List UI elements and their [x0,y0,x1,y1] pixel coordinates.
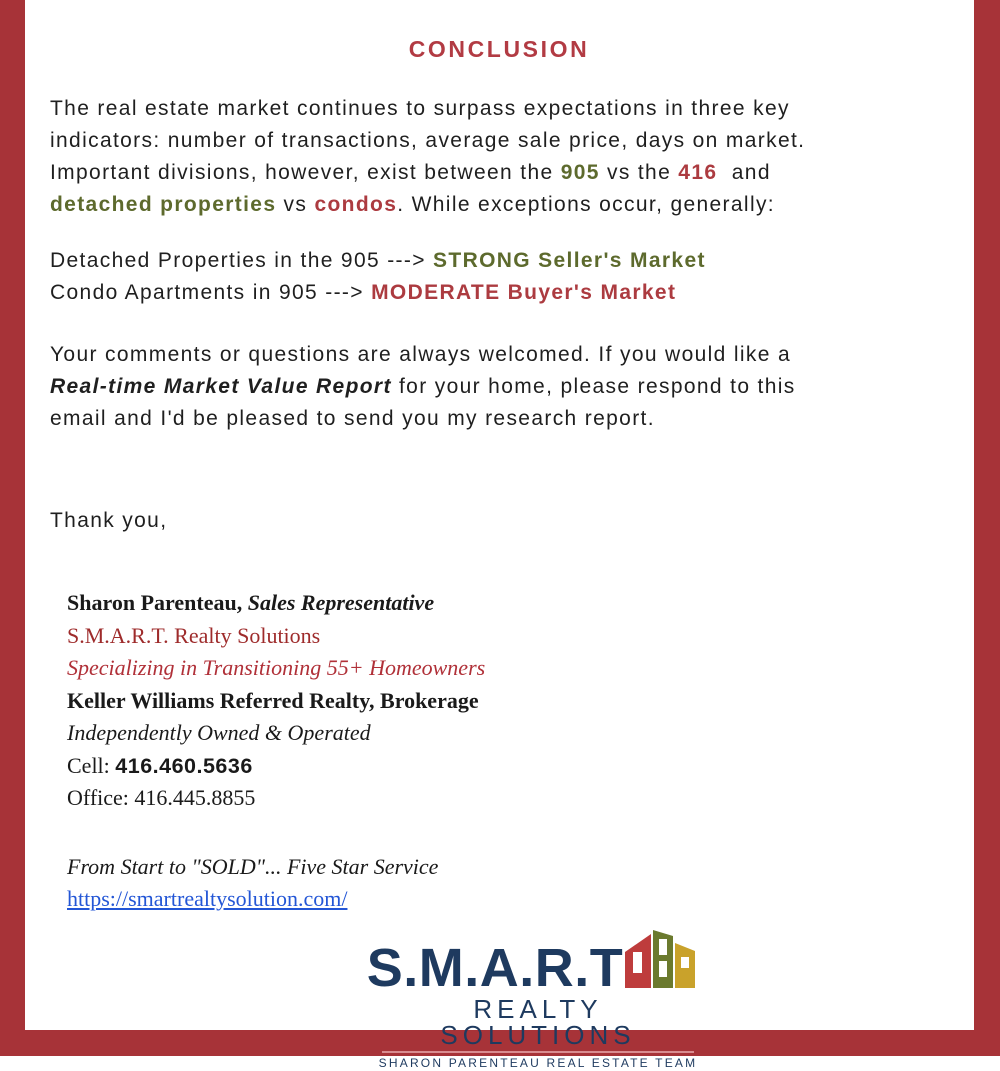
logo-divider [382,1051,694,1053]
buyers-market-highlight: MODERATE Buyer's Market [371,281,677,304]
website-link[interactable]: https://smartrealtysolution.com/ [67,886,348,911]
comments-line-2: Real-time Market Value Report for your home, please respond to this [50,375,796,398]
highlight-detached: detached properties [50,193,277,216]
brokerage-name: Keller Williams Referred Realty, Brokerage [67,687,479,713]
signature-block [67,587,948,916]
company-specialty: Specializing in Transitioning 55+ Homeowners [67,655,486,680]
logo-wordmark-row [366,930,703,998]
comments-paragraph [50,339,948,435]
office-phone-line: Office: 416.445.8855 [67,785,256,810]
intro-line-4: detached properties vs condos. While exceptions occur, generally: [50,193,775,216]
comments-line-3: email and I'd be pleased to send you my research report. [50,407,655,430]
closing-line: Thank you, [50,509,168,532]
comments-line-1: Your comments or questions are always welcomed. If you would like a [50,343,791,366]
signature-name-line [67,587,948,620]
city-buildings-icon [625,930,709,993]
email-body [50,0,948,1071]
report-name-highlight: Real-time Market Value Report [50,375,392,398]
logo-team-name: SHARON PARENTEAU REAL ESTATE TEAM [378,1055,698,1070]
company-name: S.M.A.R.T. Realty Solutions [67,622,321,648]
highlight-condos: condos [314,193,398,216]
detached-market-line: Detached Properties in the 905 ---> STRONG Seller's Market [50,249,706,272]
logo-wordmark: S.M.A.R.T [366,937,624,998]
cell-phone-line: Cell: 416.460.5636 [67,752,253,778]
agent-name: Sharon Parenteau, [67,590,248,615]
intro-line-3: Important divisions, however, exist between the 905 vs the 416 and [50,161,771,184]
logo-realty-solutions: REALTY SOLUTIONS [440,993,636,1050]
office-phone-number: 416.445.8855 [134,785,256,810]
company-logo [366,930,703,1071]
sellers-market-highlight: STRONG Seller's Market [433,249,706,272]
ownership-note: Independently Owned & Operated [67,720,371,745]
agent-role: Sales Representative [247,590,435,615]
highlight-905: 905 [560,161,600,184]
condo-market-line: Condo Apartments in 905 ---> MODERATE Buyer's Market [50,281,677,304]
highlight-416: 416 [678,161,718,184]
page-border-right [974,0,1000,1056]
website-line [67,883,948,916]
page-title: CONCLUSION [408,36,590,62]
intro-paragraph [50,93,948,221]
intro-line-2: indicators: number of transactions, average sale price, days on market. [50,129,806,152]
market-summary [50,245,948,309]
intro-line-1: The real estate market continues to surpass expectations in three key [50,97,790,120]
page-border-left [0,0,25,1056]
cell-phone-number: 416.460.5636 [115,753,253,778]
service-tagline: From Start to "SOLD"... Five Star Service [67,853,439,879]
